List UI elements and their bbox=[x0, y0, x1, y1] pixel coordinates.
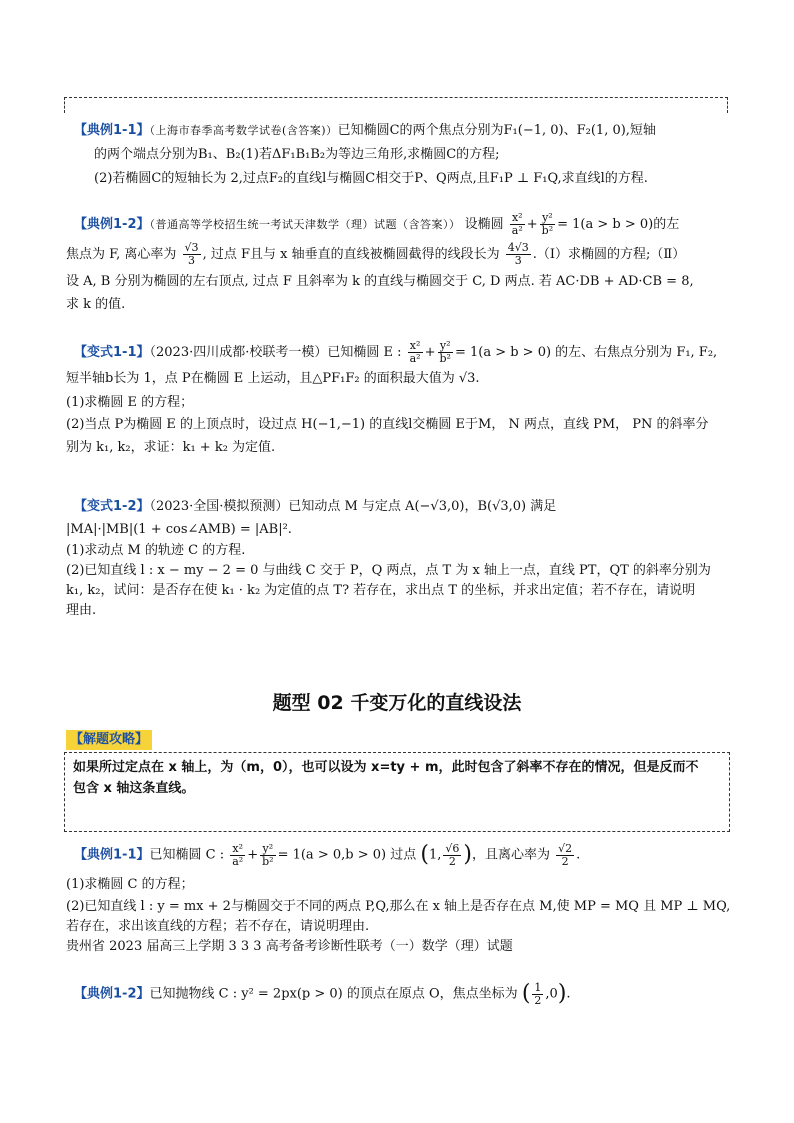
section-title: 题型 02 千变万化的直线设法 bbox=[272, 692, 522, 714]
variant-1-1: 【变式1-1】（2023·四川成都·校联考一模）已知椭圆 E : $\frac{\text{x²}}{\text{a²}}$ + $\frac{\text{y²}}{\text{b²}}$ = 1(a > b > 0) 的左、右焦点分别为 F₁, F₂, 短半轴b长为 1，点 P在椭圆 E 上运动，且△PF₁F₂ 的面积最大值为 √3. (1)求椭圆 E 的方程； (2)当点 P为椭圆 E 的上顶点时，设过点 H(−1,−1) 的直线l交椭圆 E于M， N 两点，直线 PM， PN 的斜率分 别为 k₁, k₂，求证：k₁ + k₂ 为定值. bbox=[74, 340, 730, 460]
source-note: （普通高等学校招生统一考试天津数学（理）试题（含答案）） bbox=[149, 218, 461, 231]
example-1-1 bbox=[74, 119, 730, 191]
fraction-y2-b2: $\frac{\text{y²}}{\text{b²}}$ bbox=[541, 211, 554, 237]
problem-text: 的两个端点分别为B₁、B₂(1)若ΔF₁B₁B₂为等边三角形,求椭圆C的方程; bbox=[94, 147, 500, 162]
problem-text: = 1(a > b > 0)的左 bbox=[557, 217, 680, 232]
problem-text: 已知椭圆C的两个焦点分别为F₁(−1, 0)、F₂(1, 0),短轴 bbox=[337, 123, 656, 138]
problem-text: 设椭圆 bbox=[464, 217, 504, 232]
example-1-2: 【典例1-2】（普通高等学校招生统一考试天津数学（理）试题（含答案）） 设椭圆 $\frac{\text{x²}}{\text{a²}}$ + $\frac{\text{y²}}{\text{b²}}$ = 1(a > b > 0)的左 焦点为 F, 离心率为 $\frac{√3}{3}$ , 过点 F且与 x 轴垂直的直线被椭圆截得的线段长为 $\frac{4√3}{3}$ .（Ⅰ）求椭圆的方程;（Ⅱ） 设 A, B 分别为椭圆的左右顶点, 过点 F 且斜率为 k 的直线与椭圆交于 C, D 两点. 若 AC·DB + AD·CB = 8, 求 k 的值. bbox=[74, 210, 730, 316]
problem-text: (2)已知直线 l : x − my − 2 = 0 与曲线 C 交于 P，Q 两点，点 T 为 x 轴上一点，直线 PT，QT 的斜率分别为 bbox=[66, 563, 711, 578]
dashed-box-top bbox=[64, 97, 728, 113]
problem-text: 设 A, B 分别为椭圆的左右顶点, 过点 F 且斜率为 k 的直线与椭圆交于 C, D 两点. 若 AC·DB + AD·CB = 8, bbox=[66, 274, 694, 289]
example-tag: 【典例1-1】 bbox=[74, 847, 150, 863]
source-note: （上海市春季高考数学试卷(含答案)） bbox=[149, 124, 338, 137]
problem-text: 若存在，求出该直线的方程；若不存在，请说明理由. bbox=[66, 918, 370, 934]
fraction-sqrt6-2: $\frac{√6}{2}$ bbox=[445, 841, 460, 868]
problem-text: 焦点为 F, 离心率为 bbox=[66, 247, 177, 262]
problem-text: (1)求椭圆 E 的方程； bbox=[66, 395, 194, 410]
fraction-y2-b2: $\frac{\text{y²}}{\text{b²}}$ bbox=[439, 339, 451, 365]
problem-text: (1)求椭圆 C 的方程； bbox=[66, 876, 194, 892]
fraction-half: $\frac{1}{2}$ bbox=[534, 980, 542, 1007]
tips-text: 如果所过定点在 x 轴上，为（m，0），也可以设为 x=ty + m，此时包含了斜率不存在的情况，但是反而不 bbox=[73, 760, 699, 775]
example-2-1: 【典例1-1】已知椭圆 C : $\frac{\text{x²}}{\text{a²}}$ + $\frac{\text{y²}}{\text{b²}}$ = 1(a > 0,b > 0) 过点 (1, $\frac{√6}{2}$ )，且离心率为 $\frac{√2}{2}$ . (1)求椭圆 C 的方程； (2)已知直线 l : y = mx + 2与椭圆交于不同的两点 P,Q,那么在 x 轴上是否存在点 M,使 MP = MQ 且 MP ⊥ MQ, 若存在，求出该直线的方程；若不存在，请说明理由. 贵州省 2023 届高三上学期 3 3 3 高考备考诊断性联考（一）数学（理）试题 bbox=[74, 838, 730, 957]
example-tag: 【典例1-2】 bbox=[74, 217, 150, 232]
fraction-x2-a2: $\frac{\text{x²}}{\text{a²}}$ bbox=[409, 339, 421, 365]
problem-text: 已知抛物线 C : y² = 2px(p > 0) 的顶点在原点 O，焦点坐标为 bbox=[149, 986, 518, 1002]
fraction-x2-a2: $\frac{\text{x²}}{\text{a²}}$ bbox=[511, 211, 523, 237]
variant-tag: 【变式1-2】 bbox=[74, 499, 150, 514]
variant-tag: 【变式1-1】 bbox=[74, 345, 150, 360]
problem-text: .（Ⅰ）求椭圆的方程;（Ⅱ） bbox=[532, 247, 686, 262]
problem-text: 别为 k₁, k₂，求证：k₁ + k₂ 为定值. bbox=[66, 440, 276, 455]
problem-text: （2023·全国·模拟预测）已知动点 M 与定点 A(−√3,0)，B(√3,0) 满足 bbox=[149, 499, 557, 514]
fraction-chord-length: $\frac{4√3}{3}$ bbox=[507, 241, 529, 267]
tips-text: 包含 x 轴这条直线。 bbox=[73, 781, 195, 796]
problem-text: (2)当点 P为椭圆 E 的上顶点时，设过点 H(−1,−1) 的直线l交椭圆 E于M， N 两点，直线 PM， PN 的斜率分 bbox=[66, 417, 709, 432]
problem-text: k₁, k₂，试问：是否存在使 k₁ · k₂ 为定值的点 T? 若存在，求出点 T 的坐标，并求出定值；若不存在，请说明 bbox=[66, 583, 696, 598]
problem-text: (1)求动点 M 的轨迹 C 的方程. bbox=[66, 543, 246, 558]
tips-label: 【解题攻略】 bbox=[66, 730, 152, 750]
problem-text: (2)已知直线 l : y = mx + 2与椭圆交于不同的两点 P,Q,那么在 x 轴上是否存在点 M,使 MP = MQ 且 MP ⊥ MQ, bbox=[66, 898, 731, 914]
example-tag: 【典例1-1】 bbox=[74, 123, 150, 138]
fraction-sqrt2-2: $\frac{√2}{2}$ bbox=[558, 841, 573, 868]
problem-text: = 1(a > 0,b > 0) 过点 bbox=[277, 847, 417, 863]
problem-text: = 1(a > b > 0) 的左、右焦点分别为 F₁, F₂, bbox=[454, 345, 718, 360]
problem-text: 理由. bbox=[66, 603, 97, 618]
problem-text: |MA|·|MB|(1 + cos∠AMB) = |AB|². bbox=[66, 522, 292, 537]
problem-text: （2023·四川成都·校联考一模）已知椭圆 E : bbox=[149, 345, 402, 360]
variant-1-2 bbox=[66, 495, 730, 621]
fraction-x2-a2: $\frac{\text{x²}}{\text{a²}}$ bbox=[232, 841, 244, 868]
tips-box bbox=[64, 752, 730, 832]
problem-text: 短半轴b长为 1，点 P在椭圆 E 上运动，且△PF₁F₂ 的面积最大值为 √3. bbox=[66, 371, 480, 386]
problem-text: 求 k 的值. bbox=[66, 297, 126, 312]
example-2-2: 【典例1-2】已知抛物线 C : y² = 2px(p > 0) 的顶点在原点 O，焦点坐标为 ( $\frac{1}{2}$ ,0). bbox=[74, 980, 571, 1007]
fraction-y2-b2: $\frac{\text{y²}}{\text{b²}}$ bbox=[262, 841, 274, 868]
problem-text: , 过点 F且与 x 轴垂直的直线被椭圆截得的线段长为 bbox=[202, 247, 500, 262]
problem-text: ，且离心率为 bbox=[471, 847, 550, 863]
fraction-eccentricity: $\frac{√3}{3}$ bbox=[184, 241, 199, 267]
problem-text: 已知椭圆 C : bbox=[149, 847, 225, 863]
example-tag: 【典例1-2】 bbox=[74, 986, 150, 1002]
problem-text: (2)若椭圆C的短轴长为 2,过点F₂的直线l与椭圆C相交于P、Q两点,且F₁P ⊥ F₁Q,求直线l的方程. bbox=[94, 171, 648, 186]
problem-text: 贵州省 2023 届高三上学期 3 3 3 高考备考诊断性联考（一）数学（理）试题 bbox=[66, 938, 513, 954]
